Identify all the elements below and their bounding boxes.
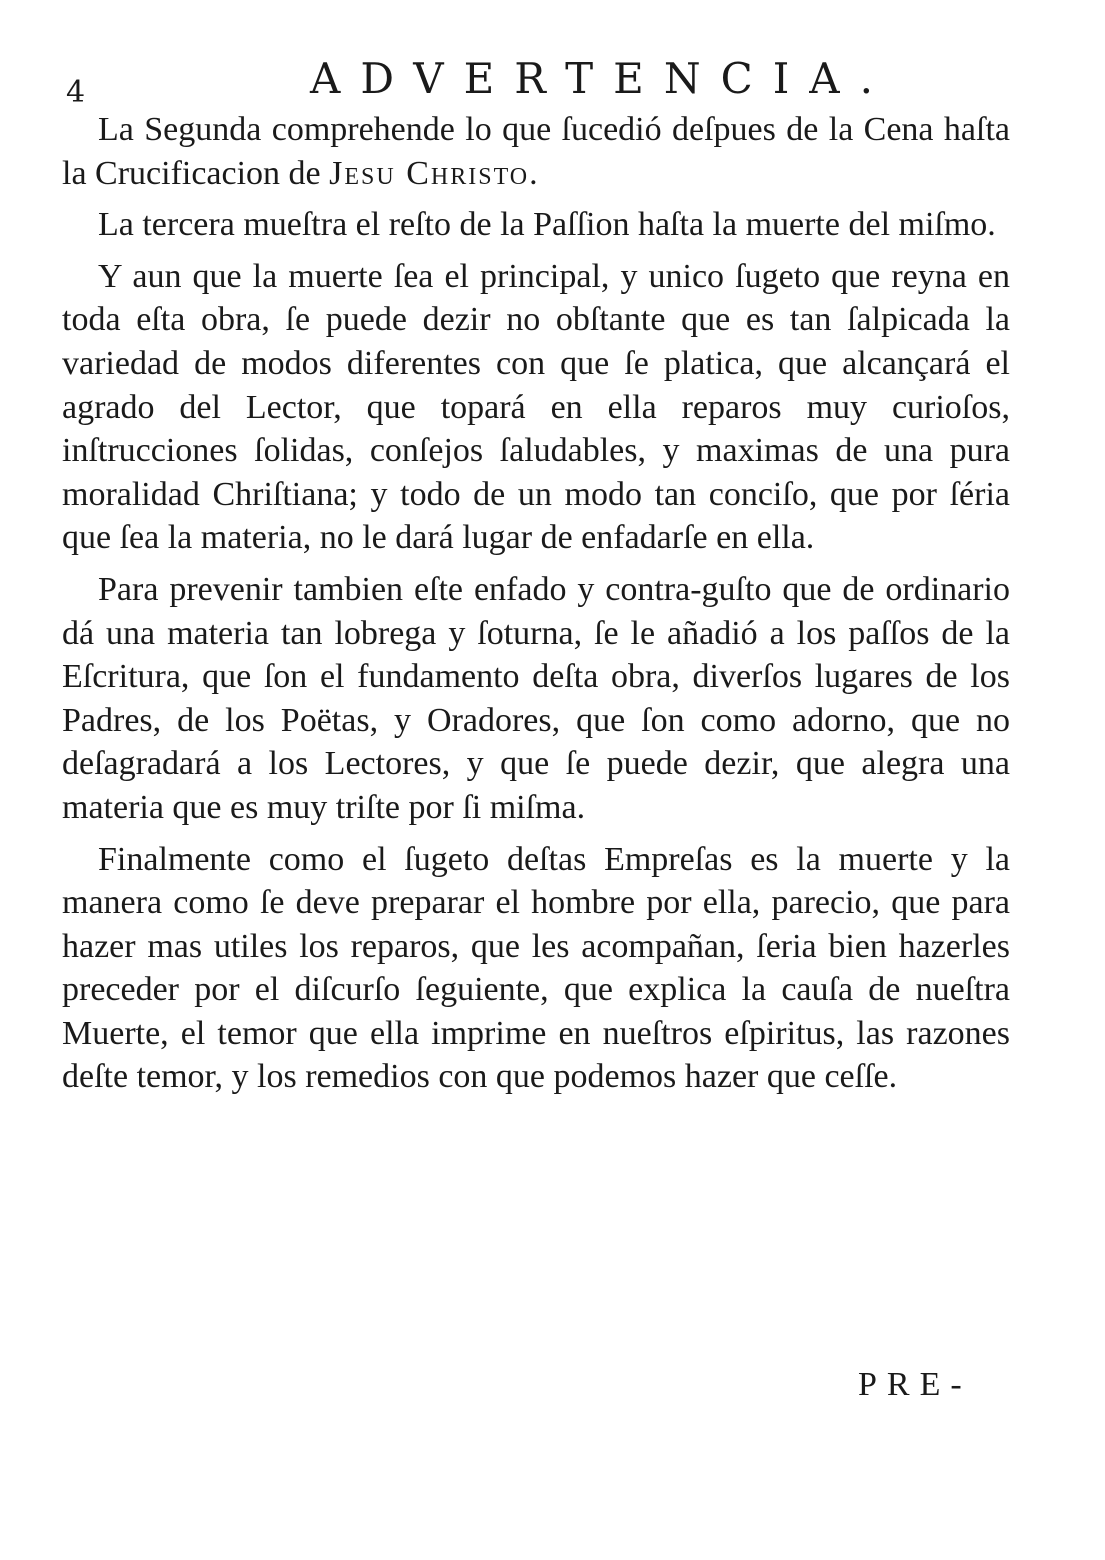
jesu-christo-smallcaps: Jesu Christo	[329, 154, 530, 192]
paragraph-2: La tercera mueſtra el reſto de la Paſſion haſta la muerte del miſmo.	[98, 206, 996, 244]
paragraph-1	[62, 108, 1010, 195]
paragraph-4: Para prevenir tambien eſte enfado y contra-guſto que de ordinario dá una materia tan lobrega y ſoturna, ſe le añadió a los paſſos de la Eſcritura, que ſon el fundamento deſta obra, diverſos lugares de los Padres, de los Poëtas, y Oradores, que ſon como adorno, que no deſagradará a los Lectores, y que ſe puede dezir, que alegra una materia que es muy triſte por ſi miſma.	[62, 570, 1010, 826]
paragraph-5: Finalmente como el ſugeto deſtas Empreſas es la muerte y la manera como ſe deve preparar el hombre por ella, parecio, que para hazer mas utiles los reparos, que les acompañan, ſeria bien hazerles preceder por el diſcurſo ſeguiente, que explica la cauſa de nueſtra Muerte, el temor que ella imprime en nueſtros eſpiritus, las razones deſte temor, y los remedios con que podemos hazer que ceſſe.	[62, 840, 1010, 1096]
page-number: 4	[66, 75, 86, 110]
running-head: ADVERTENCIA.	[310, 54, 893, 103]
paragraph-3: Y aun que la muerte ſea el principal, y unico ſugeto que reyna en toda eſta obra, ſe puede dezir no obſtante que es tan ſalpicada la variedad de modos diferentes con que ſe platica, que alcançará el agrado del Lector, que topará en ella reparos muy curioſos, inſtrucciones ſolidas, conſejos ſaludables, y maximas de una pura moralidad Chriſtiana; y todo de un modo tan conciſo, que por ſéria que ſea la materia, no le dará lugar de enfadarſe en ella.	[62, 257, 1010, 557]
paragraph-1-end: .	[529, 154, 538, 192]
catchword: PRE-	[858, 1366, 972, 1403]
paragraph-1-text: La Segunda comprehende lo que ſucedió deſpues de la Cena haſta la Crucificacion de	[62, 111, 1010, 192]
body-text	[62, 108, 1010, 1107]
